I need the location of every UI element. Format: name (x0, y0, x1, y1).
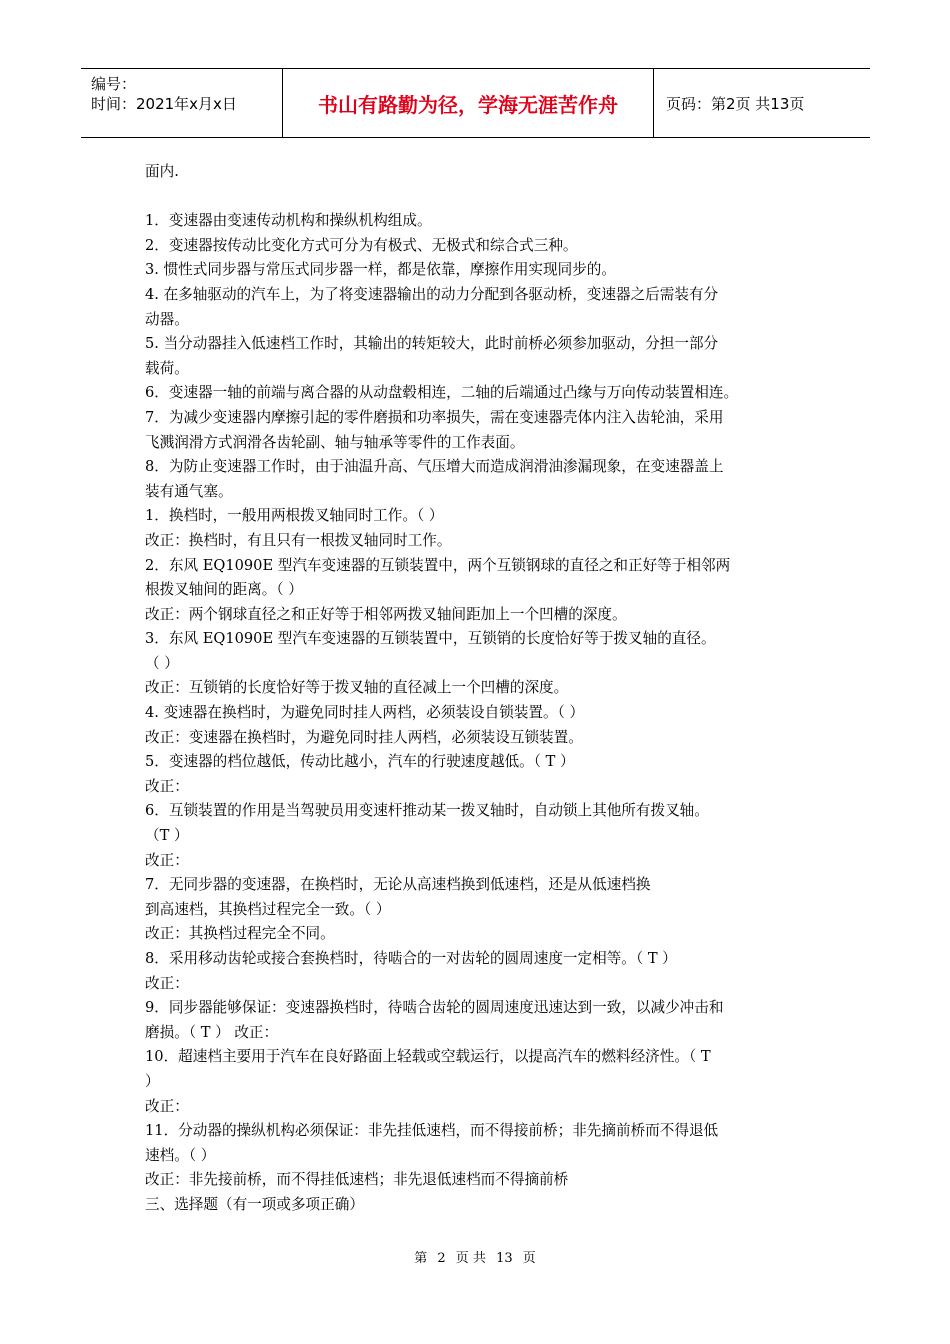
body-line: 6．互锁装置的作用是当驾驶员用变速杆推动某一拨叉轴时，自动锁上其他所有拨叉轴。 (145, 802, 709, 820)
document-body (145, 160, 817, 1218)
body-line: 改正：变速器在换档时，为避免同时挂人两档，必须装设互锁装置。 (145, 728, 583, 746)
body-line: 5．变速器的档位越低，传动比越小，汽车的行驶速度越低。（ T ） (145, 753, 575, 771)
body-line: 磨损。（ T ） 改正： (145, 1023, 279, 1041)
body-lines (145, 209, 817, 1217)
body-line: 8．采用移动齿轮或接合套换档时，待啮合的一对齿轮的圆周速度一定相等。（ T ） (145, 950, 677, 967)
body-line: 改正： (145, 1097, 189, 1115)
body-line: 1．换档时，一般用两根拨叉轴同时工作。（ ） (145, 507, 444, 525)
body-line: 3．东风 EQ1090E 型汽车变速器的互锁装置中，互锁销的长度恰好等于拨叉轴的直径。 (145, 630, 716, 648)
footer-page-total: 13 (496, 1251, 513, 1266)
body-line: 7．无同步器的变速器，在换档时，无论从高速档换到低速档，还是从低速档换 (145, 876, 651, 894)
body-line: 动器。 (145, 310, 189, 328)
footer-page-mid: 页 共 (455, 1251, 486, 1266)
footer-page-prefix: 第 (414, 1251, 428, 1266)
header-motto: 书山有路勤为径，学海无涯苦作舟 (283, 69, 654, 137)
paragraph-gap (145, 185, 817, 210)
body-line: 10．超速档主要用于汽车在良好路面上轻载或空载运行，以提高汽车的燃料经济性。（ T (145, 1048, 711, 1066)
body-line: 飞溅润滑方式润滑各齿轮副、轴与轴承等零件的工作表面。 (145, 433, 525, 451)
body-line: 三、选择题（有一项或多项正确） (145, 1195, 364, 1213)
body-line: 3. 惯性式同步器与常压式同步器一样，都是依靠，摩擦作用实现同步的。 (145, 261, 616, 279)
body-line: （T ） (145, 827, 189, 845)
body-line: 8．为防止变速器工作时，由于油温升高、气压增大而造成润滑油渗漏现象，在变速器盖上 (145, 458, 724, 476)
body-line: 4. 变速器在换档时，为避免同时挂人两档，必须装设自锁装置。（ ） (145, 704, 585, 722)
body-line: 4. 在多轴驱动的汽车上，为了将变速器输出的动力分配到各驱动桥，变速器之后需装有分 (145, 285, 719, 303)
body-first-line: 面内. (145, 163, 179, 180)
document-number-label: 编号： (91, 75, 137, 93)
body-line: 装有通气塞。 (145, 482, 233, 500)
body-line: 5. 当分动器挂入低速档工作时，其输出的转矩较大，此时前桥必须参加驱动，分担一部分 (145, 335, 719, 353)
body-line: 改正：其换档过程完全不同。 (145, 925, 335, 943)
body-line: 速档。（ ） (145, 1146, 216, 1164)
page-header (81, 68, 870, 138)
body-line: 6．变速器一轴的前端与离合器的从动盘毂相连，二轴的后端通过凸缘与万向传动装置相连。 (145, 384, 739, 402)
body-line: 改正： (145, 851, 189, 869)
body-line: 载荷。 (145, 359, 189, 377)
body-line: 1．变速器由变速传动机构和操纵机构组成。 (145, 212, 432, 230)
body-line: 改正：非先接前桥，而不得挂低速档；非先退低速档而不得摘前桥 (145, 1171, 569, 1189)
body-line: 2．变速器按传动比变化方式可分为有极式、无极式和综合式三种。 (145, 236, 578, 254)
document-date-label: 时间：2021年x月x日 (91, 95, 237, 113)
footer-page-suffix: 页 (522, 1251, 536, 1266)
footer-page-number: 2 (437, 1251, 446, 1266)
body-line: 2．东风 EQ1090E 型汽车变速器的互锁装置中，两个互锁钢球的直径之和正好等于相邻两 (145, 556, 731, 574)
header-page-label: 页码：第2页 共13页 (666, 94, 805, 113)
body-line: 11．分动器的操纵机构必须保证：非先挂低速档，而不得接前桥；非先摘前桥而不得退低 (145, 1122, 719, 1140)
header-page-cell (654, 69, 870, 137)
body-line: 改正：换档时，有且只有一根拨叉轴同时工作。 (145, 531, 452, 549)
body-line: 改正：两个钢球直径之和正好等于相邻两拨叉轴间距加上一个凹槽的深度。 (145, 605, 627, 623)
body-line: （ ） (145, 654, 179, 672)
body-line: 改正： (145, 777, 189, 795)
page-footer (0, 1247, 950, 1266)
body-line: ） (145, 1072, 160, 1090)
body-line: 9．同步器能够保证：变速器换档时，待啮合齿轮的圆周速度迅速达到一致，以减少冲击和 (145, 999, 724, 1017)
body-line: 改正： (145, 974, 189, 992)
header-info-cell (81, 69, 283, 137)
body-line: 根拨叉轴间的距离。（ ） (145, 581, 303, 599)
body-line: 7．为减少变速器内摩擦引起的零件磨损和功率损失，需在变速器壳体内注入齿轮油，采用 (145, 408, 724, 426)
body-line: 到高速档，其换档过程完全一致。（ ） (145, 900, 391, 918)
body-line: 改正：互锁销的长度恰好等于拨叉轴的直径减上一个凹槽的深度。 (145, 679, 569, 697)
